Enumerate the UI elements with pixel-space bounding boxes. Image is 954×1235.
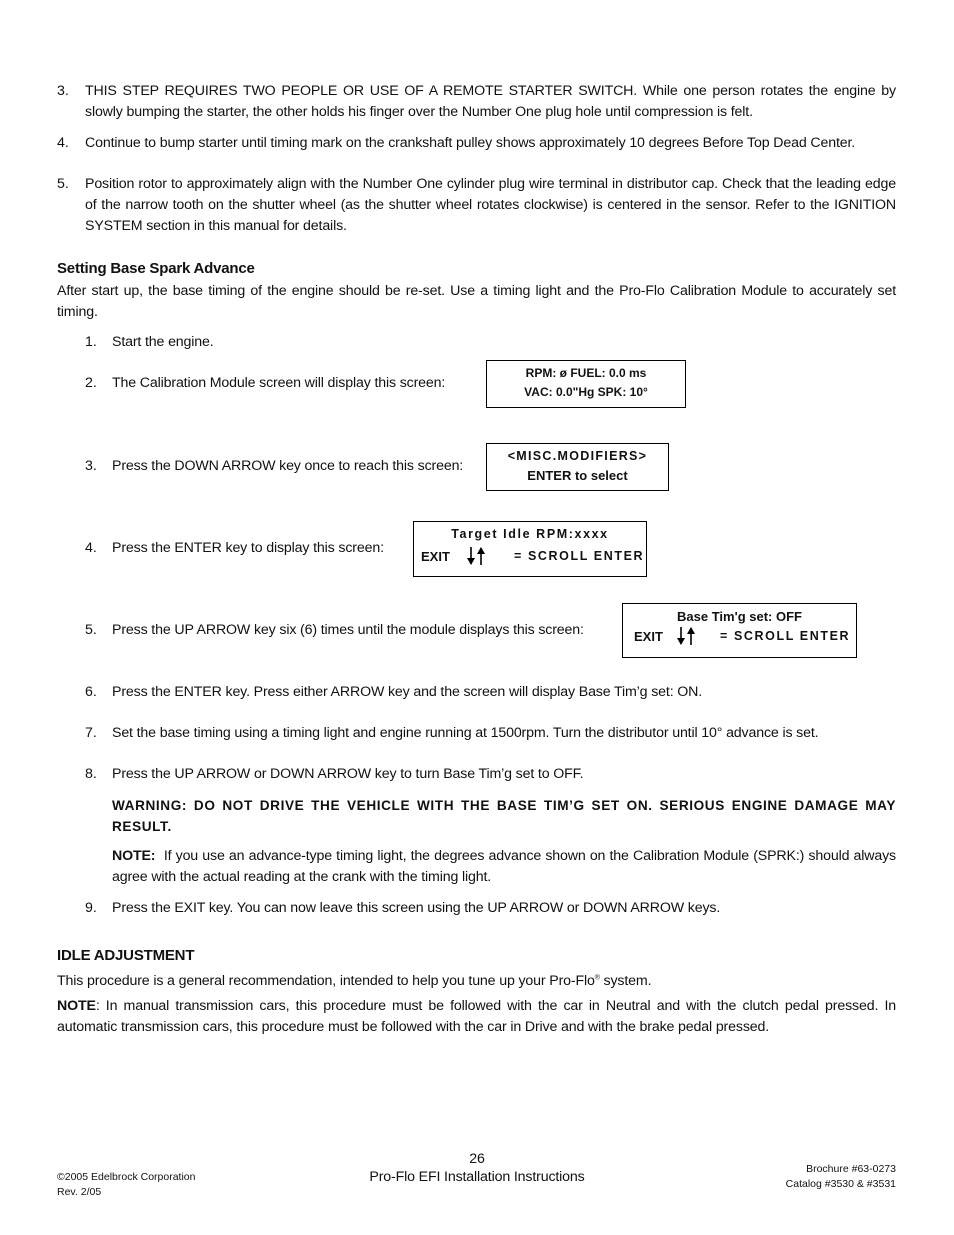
screen-line: VAC: 0.0"Hg SPK: 10° — [524, 385, 648, 399]
screen-scroll-label: = SCROLL ENTER — [514, 549, 645, 563]
step-text: THIS STEP REQUIRES TWO PEOPLE OR USE OF A REMOTE STARTER SWITCH. While one person rotates the engine by slowly bumping the starter, the other holds his finger over the Number One plug hole until compression is felt. — [85, 83, 896, 120]
step-number: 5. — [57, 176, 69, 192]
step-number: 9. — [85, 900, 97, 916]
step-number: 4. — [57, 135, 69, 151]
footer-brochure: Brochure #63-0273 — [806, 1163, 896, 1175]
screen-exit-label: EXIT — [634, 629, 663, 644]
screen-scroll-label: = SCROLL ENTER — [720, 629, 851, 643]
intro-text: This procedure is a general recommendation, intended to help you tune up your Pro-Flo — [57, 973, 595, 989]
step-number: 2. — [85, 375, 97, 391]
step-number: 5. — [85, 622, 97, 638]
step-number: 1. — [85, 334, 97, 350]
note-paragraph — [112, 846, 896, 888]
up-down-arrows-icon — [676, 626, 698, 646]
step-text: Press the UP ARROW or DOWN ARROW key to turn Base Tim’g set to OFF. — [112, 766, 584, 782]
step-text: Continue to bump starter until timing mark on the crankshaft pulley shows approximately 10 degrees Before Top Dead Center. — [85, 135, 856, 151]
registered-mark: ® — [594, 974, 600, 982]
page-number: 26 — [469, 1151, 485, 1167]
footer-revision: Rev. 2/05 — [57, 1186, 102, 1198]
step-number: 8. — [85, 766, 97, 782]
screen-line: RPM: ø FUEL: 0.0 ms — [525, 366, 647, 380]
up-down-arrows-icon — [466, 546, 488, 566]
calibration-screen-4 — [622, 603, 857, 658]
footer-title: Pro-Flo EFI Installation Instructions — [369, 1169, 585, 1185]
footer-copyright: ©2005 Edelbrock Corporation — [57, 1171, 196, 1183]
step-text: Press the ENTER key. Press either ARROW key and the screen will display Base Tim’g set: ON. — [112, 684, 703, 700]
step-number: 3. — [57, 83, 69, 99]
step-text: Position rotor to approximately align with the Number One cylinder plug wire terminal in distributor cap. Check that the leading edge of the narrow tooth on the shutter wheel (as the shutter wheel rotates clockwise) is centered in the sensor. Refer to the IGNITION SYSTEM section in this manual for details. — [85, 176, 896, 234]
calibration-screen-1 — [486, 360, 686, 408]
calibration-screen-2 — [486, 443, 669, 491]
screen-line: Base Tim'g set: OFF — [677, 609, 802, 624]
note-paragraph — [57, 996, 896, 1038]
screen-line: ENTER to select — [527, 468, 628, 483]
note-label: NOTE — [57, 998, 96, 1014]
step-text: Press the DOWN ARROW key once to reach this screen: — [112, 458, 464, 474]
section-heading: IDLE ADJUSTMENT — [57, 947, 195, 964]
note-label: NOTE: — [112, 848, 156, 864]
step-text: Set the base timing using a timing light and engine running at 1500rpm. Turn the distributor until 10° advance is set. — [112, 725, 819, 741]
note-text: : In manual transmission cars, this procedure must be followed with the car in Neutral and with the clutch pedal pressed. In automatic transmission cars, this procedure must be followed with the car in Drive and with the brake pedal pressed. — [57, 998, 896, 1035]
calibration-screen-3 — [413, 521, 647, 577]
step-text: Press the EXIT key. You can now leave this screen using the UP ARROW or DOWN ARROW keys. — [112, 900, 721, 916]
step-text: The Calibration Module screen will display this screen: — [112, 375, 446, 391]
warning-text: WARNING: DO NOT DRIVE THE VEHICLE WITH THE BASE TIM’G SET ON. SERIOUS ENGINE DAMAGE MAY RESULT. — [112, 798, 896, 834]
footer-catalog: Catalog #3530 & #3531 — [785, 1178, 896, 1190]
step-text: Start the engine. — [112, 334, 214, 350]
note-text: If you use an advance-type timing light, the degrees advance shown on the Calibration Module (SPRK:) should always agree with the actual reading at the crank with the timing light. — [112, 848, 897, 885]
screen-line: <MISC.MODIFIERS> — [507, 449, 648, 463]
section-heading: Setting Base Spark Advance — [57, 260, 255, 277]
step-number: 4. — [85, 540, 97, 556]
step-text: Press the ENTER key to display this screen: — [112, 540, 384, 556]
section-intro: After start up, the base timing of the engine should be re-set. Use a timing light and the Pro-Flo Calibration Module to accurately set timing. — [57, 283, 896, 320]
intro-text-end: system. — [599, 973, 652, 989]
step-number: 3. — [85, 458, 97, 474]
step-number: 6. — [85, 684, 97, 700]
section-intro — [57, 971, 651, 992]
screen-line: Target Idle RPM:xxxx — [451, 527, 609, 541]
step-text: Press the UP ARROW key six (6) times until the module displays this screen: — [112, 622, 584, 638]
screen-exit-label: EXIT — [421, 549, 450, 564]
step-number: 7. — [85, 725, 97, 741]
